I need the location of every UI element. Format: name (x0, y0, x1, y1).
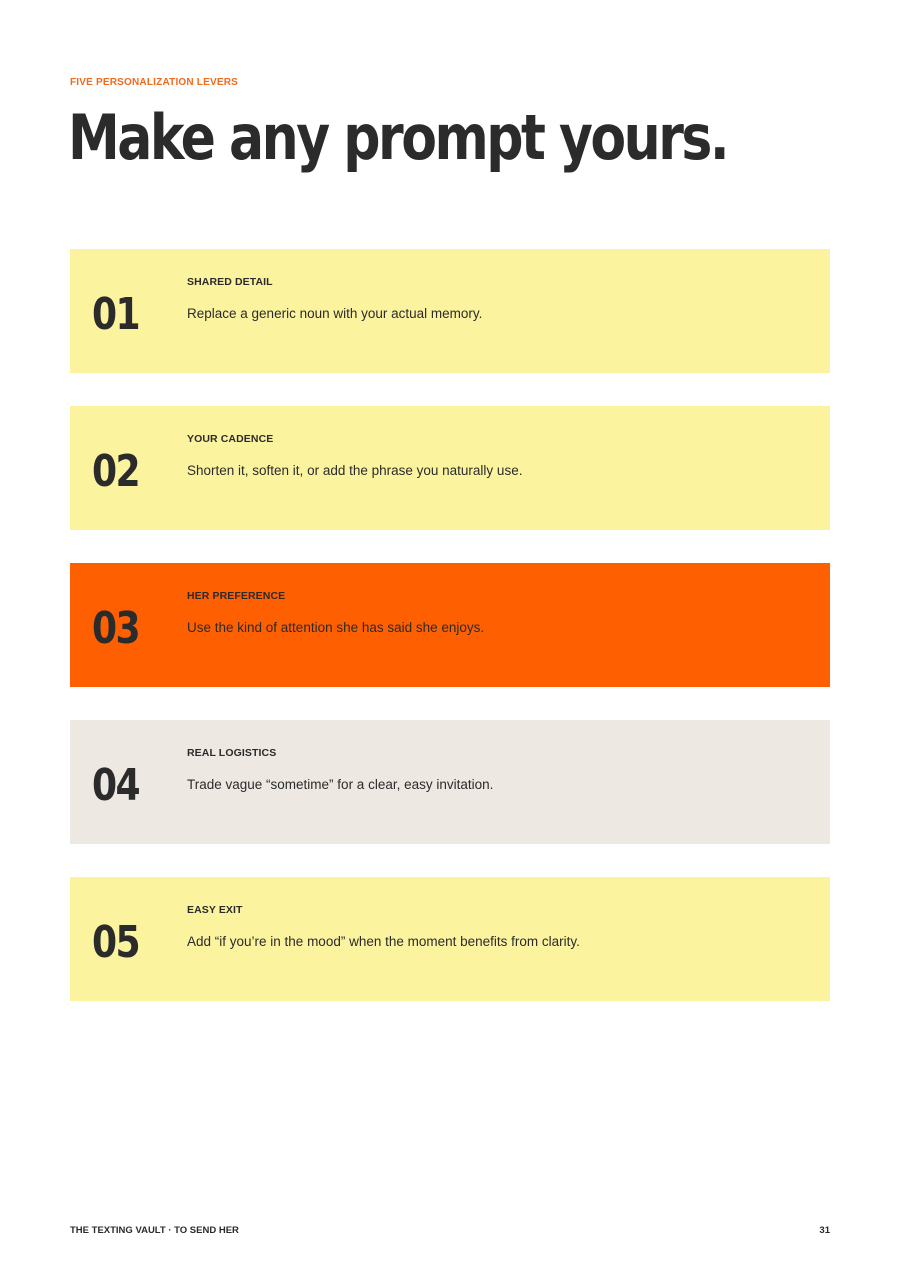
lever-card-04 (70, 720, 830, 844)
lever-card-02 (70, 406, 830, 530)
levers-list (70, 249, 830, 1034)
lever-number: 04 (92, 760, 139, 811)
lever-title: HER PREFERENCE (187, 590, 286, 602)
lever-number: 01 (92, 289, 139, 340)
lever-number: 05 (92, 917, 139, 968)
lever-title: SHARED DETAIL (187, 276, 273, 288)
lever-number: 02 (92, 446, 139, 497)
footer-book-title: THE TEXTING VAULT · TO SEND HER (70, 1225, 239, 1236)
lever-card-01 (70, 249, 830, 373)
section-eyebrow: FIVE PERSONALIZATION LEVERS (70, 77, 239, 88)
lever-description: Add “if you’re in the mood” when the moment benefits from clarity. (187, 934, 580, 949)
page-title: Make any prompt yours. (68, 101, 728, 174)
page-number: 31 (819, 1225, 830, 1236)
lever-card-03 (70, 563, 830, 687)
lever-title: REAL LOGISTICS (187, 747, 277, 759)
lever-description: Use the kind of attention she has said she enjoys. (187, 620, 485, 635)
lever-description: Trade vague “sometime” for a clear, easy invitation. (187, 777, 494, 792)
lever-title: YOUR CADENCE (187, 433, 274, 445)
lever-title: EASY EXIT (187, 904, 243, 916)
lever-number: 03 (92, 603, 139, 654)
lever-description: Shorten it, soften it, or add the phrase you naturally use. (187, 463, 523, 478)
lever-description: Replace a generic noun with your actual memory. (187, 306, 483, 321)
lever-card-05 (70, 877, 830, 1001)
